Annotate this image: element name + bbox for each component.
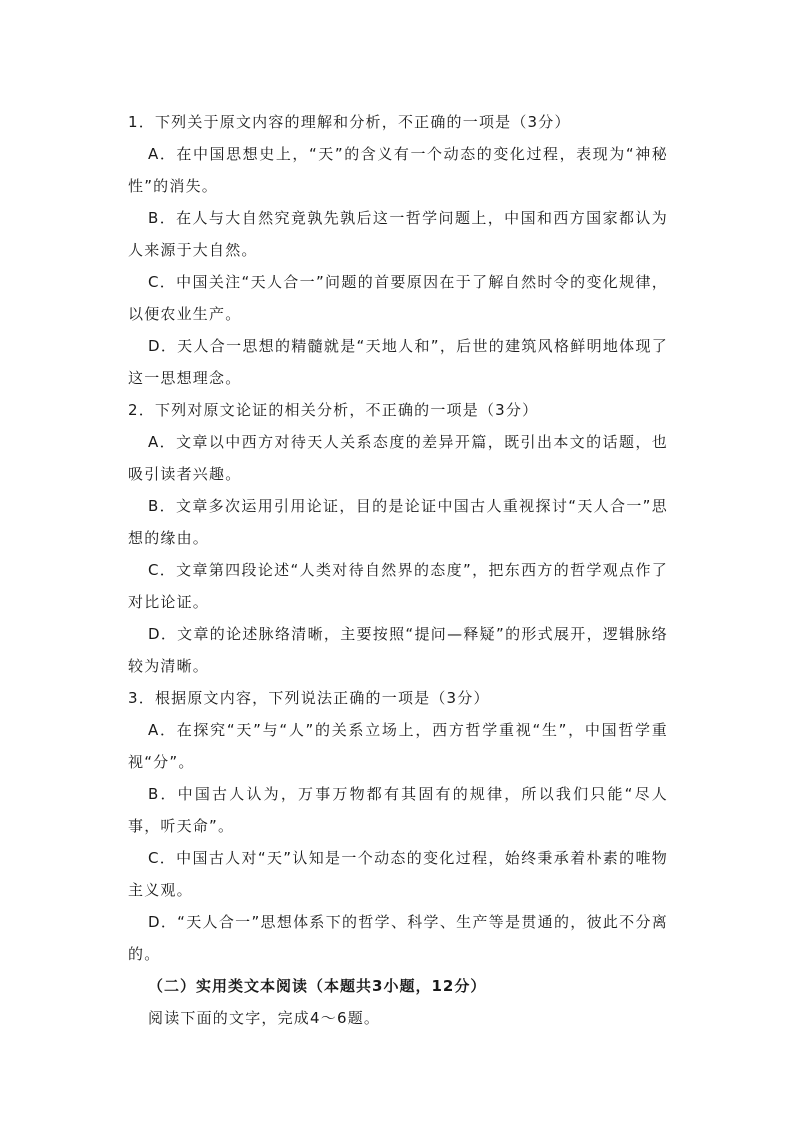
option-c: C．中国关注“天人合一”问题的首要原因在于了解自然时令的变化规律，以便农业生产。	[128, 273, 668, 323]
option-a: A．文章以中西方对待天人关系态度的差异开篇，既引出本文的话题，也吸引读者兴趣。	[128, 433, 668, 483]
reading-instruction: 阅读下面的文字，完成4～6题。	[148, 1009, 381, 1027]
option-b: B．在人与大自然究竟孰先孰后这一哲学问题上，中国和西方国家都认为人来源于大自然。	[128, 209, 668, 259]
option-d: D．“天人合一”思想体系下的哲学、科学、生产等是贯通的，彼此不分离的。	[128, 913, 668, 963]
question-stem: 1．下列关于原文内容的理解和分析，不正确的一项是（3分）	[128, 113, 571, 131]
section-heading: （二）实用类文本阅读（本题共3小题，12分）	[148, 977, 487, 995]
option-b: B．文章多次运用引用论证，目的是论证中国古人重视探讨“天人合一”思想的缘由。	[128, 497, 668, 547]
question-2	[128, 394, 668, 682]
document-content	[128, 106, 668, 1034]
option-d: D．天人合一思想的精髓就是“天地人和”，后世的建筑风格鲜明地体现了这一思想理念。	[128, 337, 668, 387]
option-c: C．中国古人对“天”认知是一个动态的变化过程，始终秉承着朴素的唯物主义观。	[128, 849, 668, 899]
question-3	[128, 682, 668, 970]
option-b: B．中国古人认为，万事万物都有其固有的规律，所以我们只能“尽人事，听天命”。	[128, 785, 668, 835]
question-stem: 2．下列对原文论证的相关分析，不正确的一项是（3分）	[128, 401, 539, 419]
option-a: A．在中国思想史上，“天”的含义有一个动态的变化过程，表现为“神秘性”的消失。	[128, 145, 668, 195]
option-a: A．在探究“天”与“人”的关系立场上，西方哲学重视“生”，中国哲学重视“分”。	[128, 721, 668, 771]
question-stem: 3．根据原文内容，下列说法正确的一项是（3分）	[128, 689, 490, 707]
option-c: C．文章第四段论述“人类对待自然界的态度”，把东西方的哲学观点作了对比论证。	[128, 561, 668, 611]
option-d: D．文章的论述脉络清晰，主要按照“提问—释疑”的形式展开，逻辑脉络较为清晰。	[128, 625, 668, 675]
question-1	[128, 106, 668, 394]
